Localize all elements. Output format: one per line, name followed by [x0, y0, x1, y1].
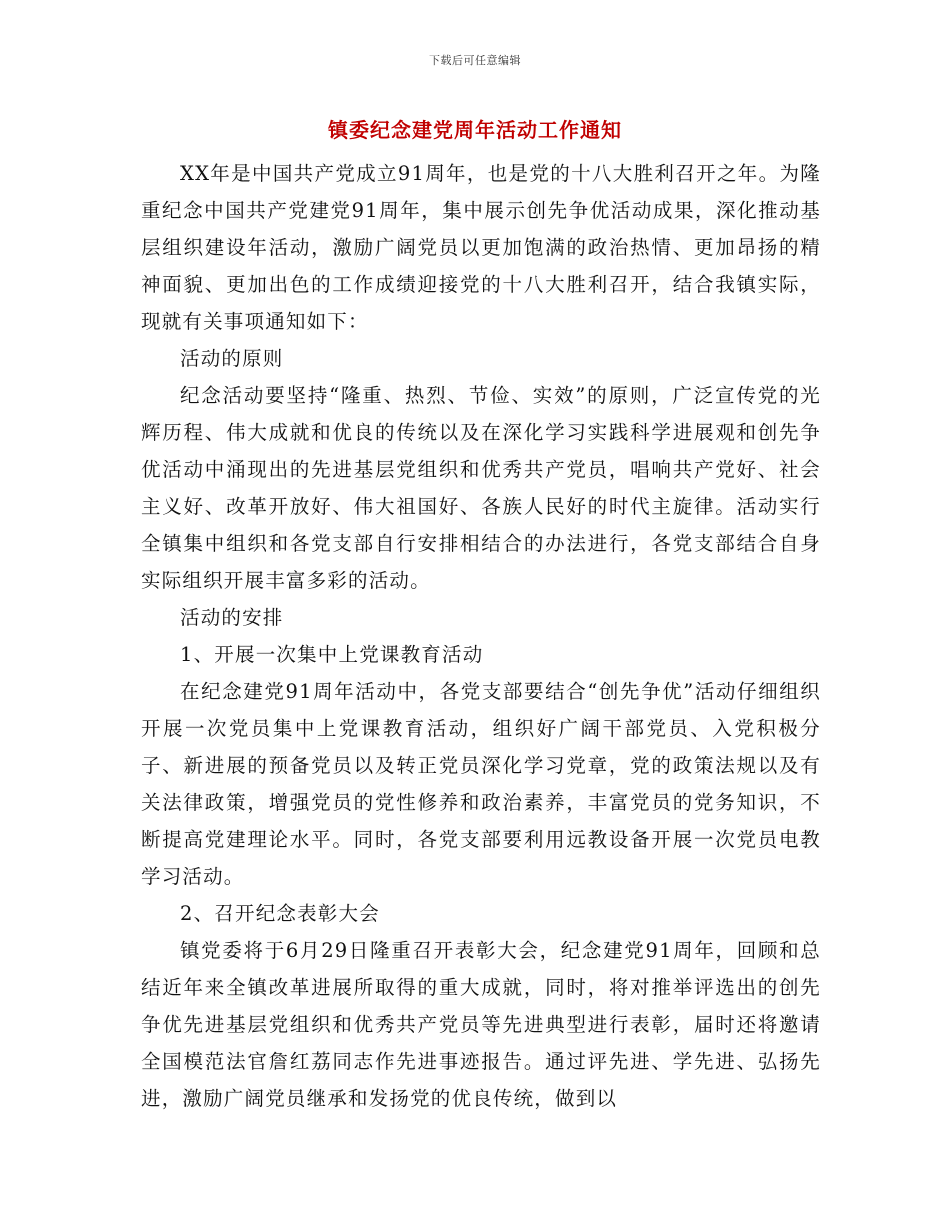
paragraph-principles: 纪念活动要坚持“隆重、热烈、节俭、实效”的原则，广泛宣传党的光辉历程、伟大成就和优良的传统以及在深化学习实践科学进展观和创先争优活动中涌现出的先进基层党组织和优秀共产党员，唱响共产党好、社会主义好、改革开放好、伟大祖国好、各族人民好的时代主旋律。活动实行全镇集中组织和各党支部自行安排相结合的办法进行，各党支部结合自身实际组织开展丰富多彩的活动。 [141, 384, 821, 592]
paragraph-intro: XX年是中国共产党成立91周年，也是党的十八大胜利召开之年。为隆重纪念中国共产党建党91周年，集中展示创先争优活动成果，深化推动基层组织建设年活动，激励广阔党员以更加饱满的政治热情、更加昂扬的精神面貌、更加出色的工作成绩迎接党的十八大胜利召开，结合我镇实际，现就有关事项通知如下： [141, 162, 821, 333]
document-body [141, 155, 821, 1117]
section-heading-principles: 活动的原则 [180, 347, 284, 370]
subheading-party-lecture: 1、开展一次集中上党课教育活动 [180, 643, 484, 666]
paragraph-party-lecture: 在纪念建党91周年活动中，各党支部要结合“创先争优”活动仔细组织开展一次党员集中上党课教育活动，组织好广阔干部党员、入党积极分子、新进展的预备党员以及转正党员深化学习党章，党的政策法规以及有关法律政策，增强党员的党性修养和政治素养，丰富党员的党务知识，不断提高党建理论水平。同时，各党支部要利用远教设备开展一次党员电教学习活动。 [141, 680, 821, 888]
subheading-commendation-meeting: 2、召开纪念表彰大会 [180, 902, 380, 925]
section-heading-arrangements: 活动的安排 [180, 606, 284, 629]
paragraph-commendation-meeting: 镇党委将于6月29日隆重召开表彰大会，纪念建党91周年，回顾和总结近年来全镇改革进展所取得的重大成就，同时，将对推举评选出的创先争优先进基层党组织和优秀共产党员等先进典型进行表彰，届时还将邀请全国模范法官詹红荔同志作先进事迹报告。通过评先进、学先进、弘扬先进，激励广阔党员继承和发扬党的优良传统，做到以 [141, 939, 821, 1110]
header-note: 下载后可任意编辑 [429, 54, 521, 67]
document-title: 镇委纪念建党周年活动工作通知 [328, 118, 622, 142]
